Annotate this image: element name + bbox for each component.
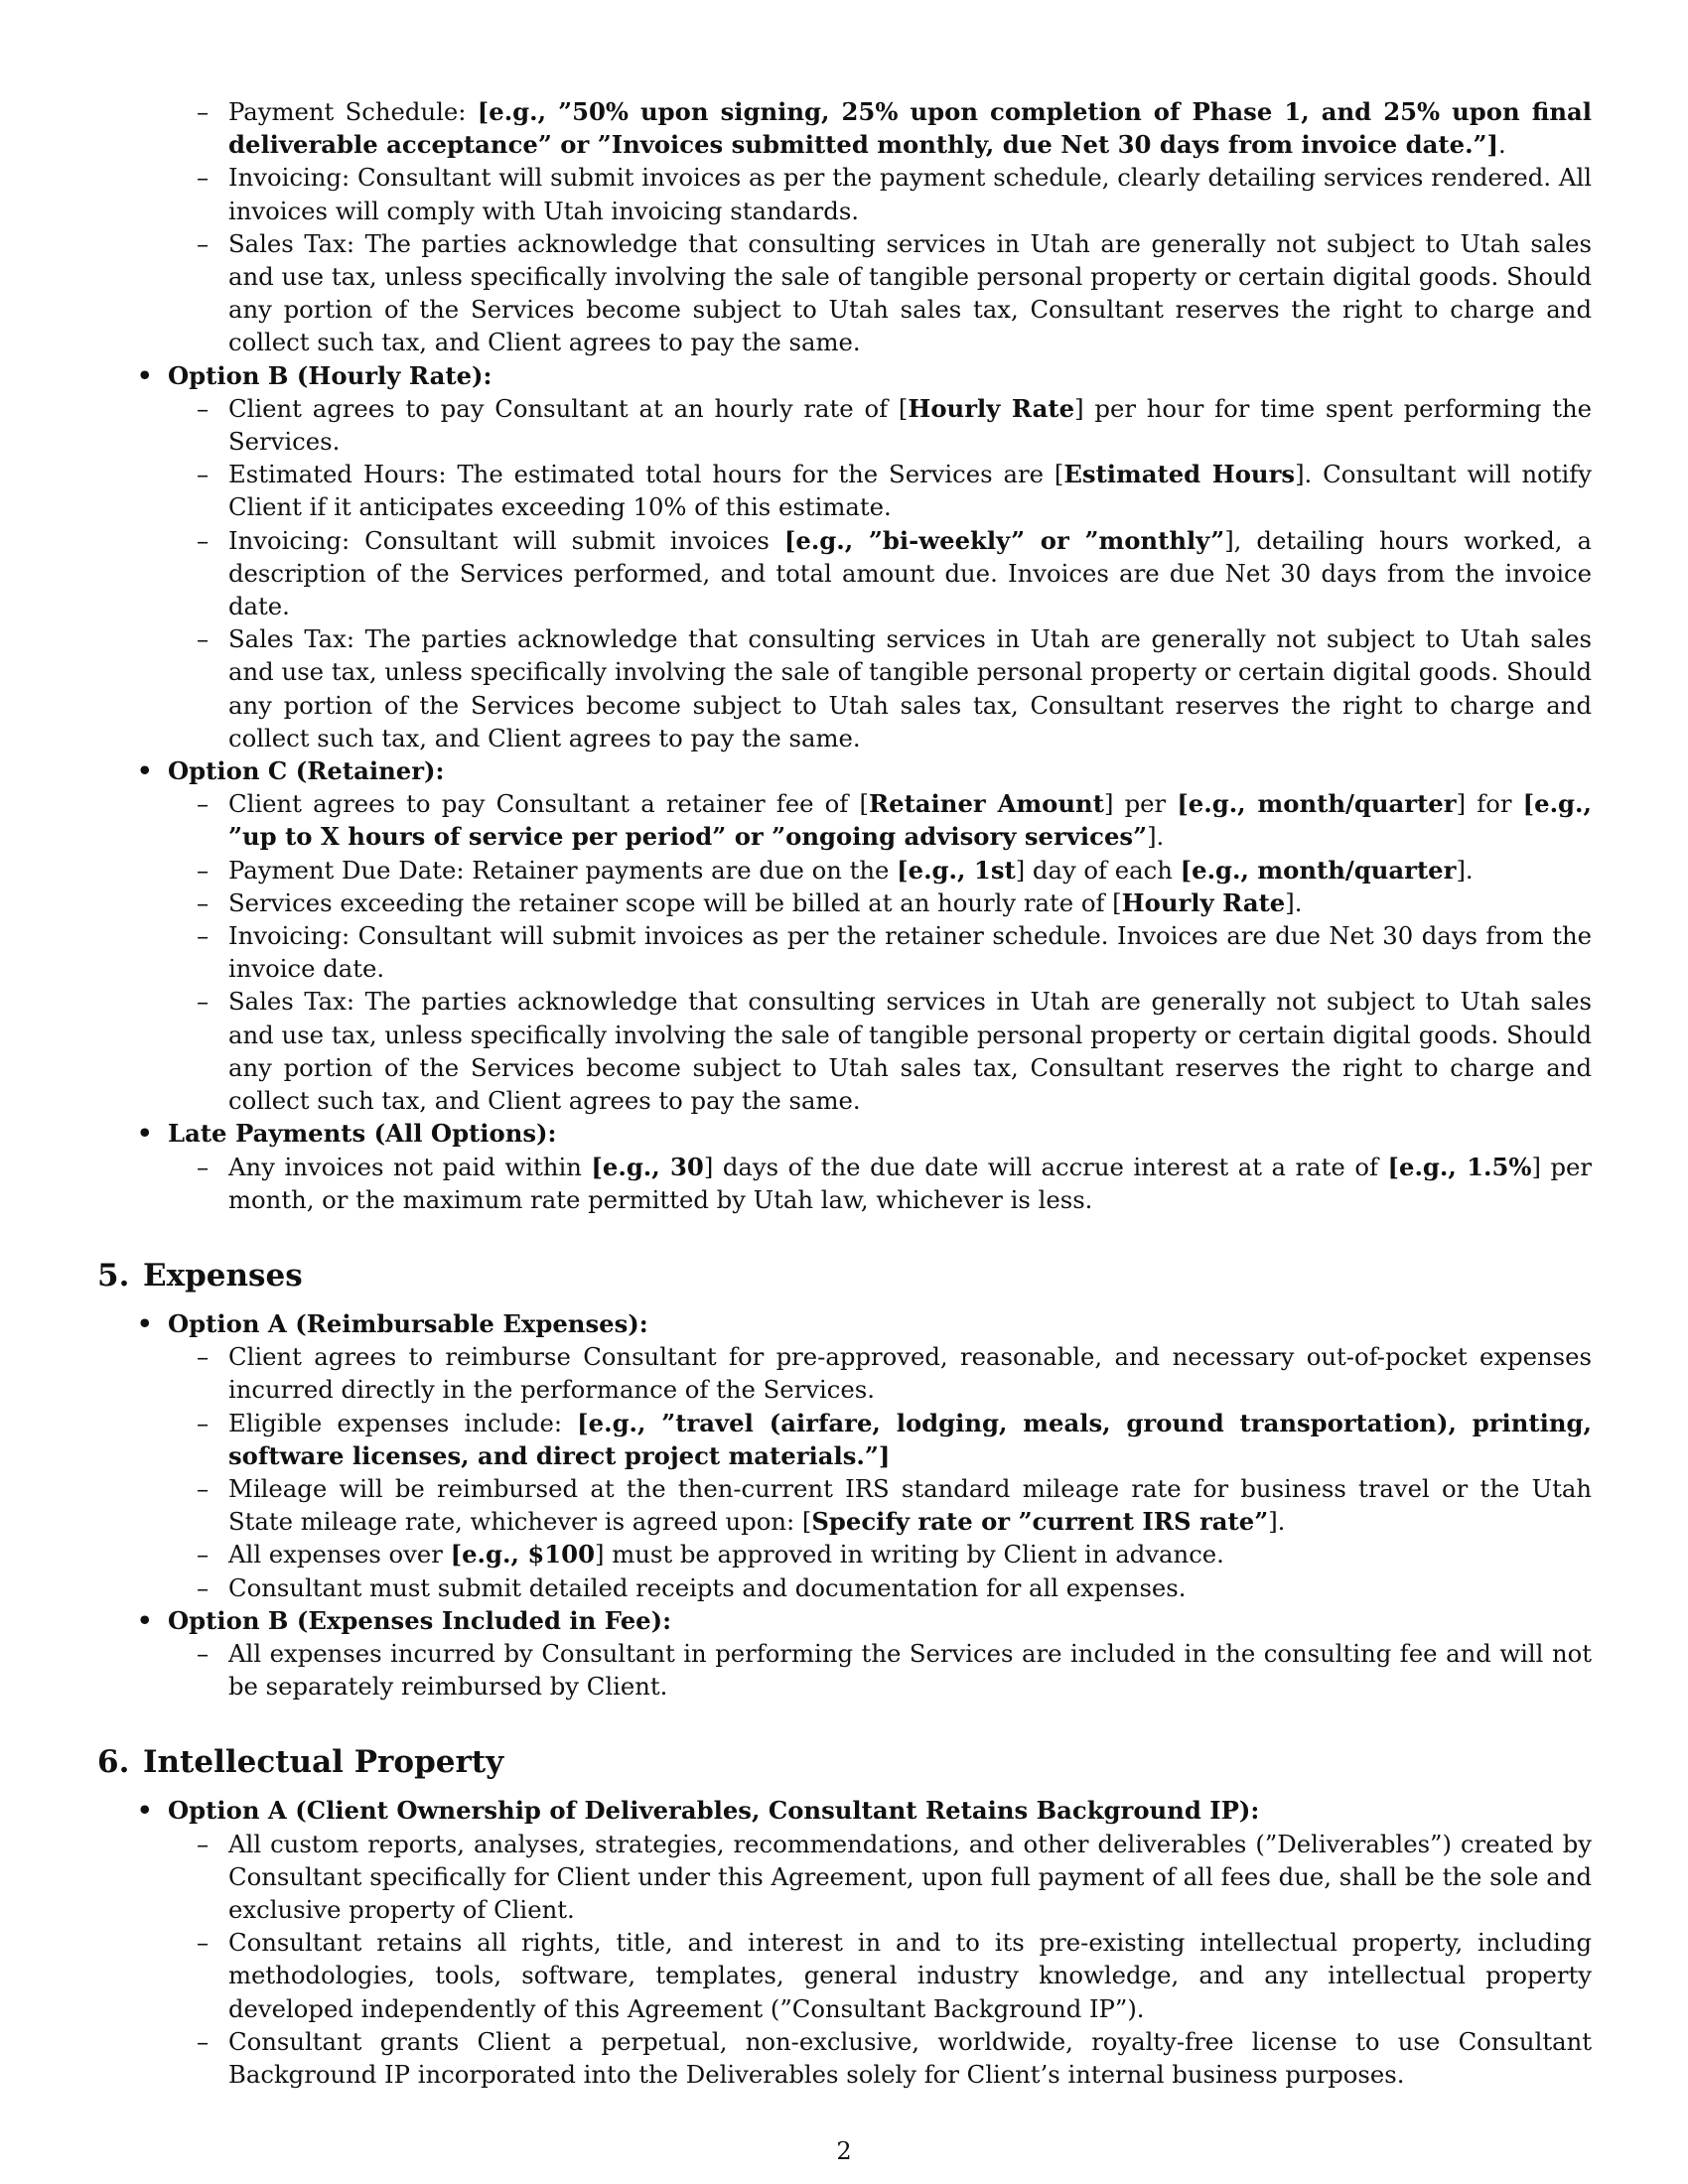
placeholder-text: [e.g., 1.5%	[1387, 1152, 1532, 1181]
clause-text: All expenses over	[228, 1540, 451, 1570]
clause-text: Invoicing: Consultant will submit invoices	[228, 525, 784, 555]
clause-text: Consultant grants Client a perpetual, non-exclusive, worldwide, royalty-free license to use Consultant Background IP incorporated into the Deliverables solely for Client’s internal business purposes.	[228, 2026, 1592, 2089]
sub-list-item	[97, 1637, 1592, 1703]
dash-marker: –	[197, 887, 210, 917]
clause-text: .	[1498, 130, 1506, 160]
placeholder-text: [e.g., ”50% upon signing, 25% upon completion of Phase 1, and 25% upon final deliverable acceptance” or ”Invoices submitted monthly, due Net 30 days from invoice date.”]	[228, 97, 1593, 160]
dash-marker: –	[197, 1572, 210, 1602]
bullet-marker: •	[137, 1605, 153, 1635]
clause-text: Consultant retains all rights, title, and interest in and to its pre-existing intellectual property, including methodologies, tools, software, templates, general industry knowledge, and any intellectual property developed independently of this Agreement (”Consultant Background IP”).	[228, 1928, 1592, 2023]
page-number: 2	[836, 2137, 852, 2165]
placeholder-text: Hourly Rate	[908, 393, 1075, 423]
section-heading	[97, 1742, 1592, 1782]
dash-marker: –	[197, 393, 210, 423]
dash-marker: –	[197, 1638, 210, 1668]
placeholder-text: [e.g., ”travel (airfare, lodging, meals, ground transportation), printing, software licenses, and direct project materials.”]	[228, 1408, 1592, 1470]
option-title: Option C (Retainer):	[168, 756, 445, 786]
option-list-item	[97, 1604, 1592, 1637]
dash-marker: –	[197, 97, 210, 126]
clause-text: Invoicing: Consultant will submit invoices as per the payment schedule, clearly detailing services rendered. All invoices will comply with Utah invoicing standards.	[228, 163, 1592, 225]
sub-list-item	[97, 524, 1592, 623]
clause-text: Sales Tax: The parties acknowledge that consulting services in Utah are generally not subject to Utah sales and use tax, unless specifically involving the sale of tangible personal property or certain digital goods. Should any portion of the Services become subject to Utah sales tax, Consultant reserves the right to charge and collect such tax, and Client agrees to pay the same.	[228, 987, 1592, 1116]
clause-text: ].	[1147, 822, 1165, 852]
dash-marker: –	[197, 1829, 210, 1858]
clause-text: Estimated Hours: The estimated total hours for the Services are [	[228, 460, 1064, 489]
dash-marker: –	[197, 1540, 210, 1570]
section-title: Intellectual Property	[143, 1744, 504, 1781]
sub-list-item	[97, 1407, 1592, 1472]
placeholder-text: Retainer Amount	[868, 789, 1104, 819]
option-title: Option A (Client Ownership of Deliverables, Consultant Retains Background IP):	[168, 1796, 1260, 1826]
sub-list-item	[97, 919, 1592, 985]
dash-marker: –	[197, 2026, 210, 2056]
sub-list-item	[97, 95, 1592, 161]
clause-text: Payment Schedule:	[228, 97, 478, 126]
clause-text: Sales Tax: The parties acknowledge that consulting services in Utah are generally not subject to Utah sales and use tax, unless specifically involving the sale of tangible personal property or certain digital goods. Should any portion of the Services become subject to Utah sales tax, Consultant reserves the right to charge and collect such tax, and Client agrees to pay the same.	[228, 624, 1592, 752]
clause-text: All custom reports, analyses, strategies, recommendations, and other deliverables (”Deliverables”) created by Consultant specifically for Client under this Agreement, upon full payment of all fees due, shall be the sole and exclusive property of Client.	[228, 1829, 1592, 1924]
option-list-item	[97, 359, 1592, 392]
clause-text: ]. Consultant will notify Client if it anticipates exceeding 10% of this estimate.	[228, 460, 1592, 522]
clause-text: Invoicing: Consultant will submit invoices as per the retainer schedule. Invoices are due Net 30 days from the invoice date.	[228, 921, 1592, 984]
option-list-item	[97, 1794, 1592, 1827]
dash-marker: –	[197, 1928, 210, 1958]
clause-text: Consultant must submit detailed receipts and documentation for all expenses.	[228, 1572, 1187, 1602]
sub-list-item	[97, 854, 1592, 887]
clause-text: Client agrees to reimburse Consultant for pre-approved, reasonable, and necessary out-of-pocket expenses incurred directly in the performance of the Services.	[228, 1342, 1592, 1405]
sub-list-item	[97, 1472, 1592, 1538]
option-title: Option B (Hourly Rate):	[168, 360, 492, 390]
dash-marker: –	[197, 921, 210, 951]
placeholder-text: [e.g., $100	[450, 1540, 595, 1570]
bullet-marker: •	[137, 360, 153, 390]
sub-list-item	[97, 392, 1592, 458]
sub-list-item	[97, 887, 1592, 919]
option-list-item	[97, 1117, 1592, 1150]
dash-marker: –	[197, 1152, 210, 1181]
sub-list-item	[97, 2025, 1592, 2091]
dash-marker: –	[197, 789, 210, 819]
sub-list-item	[97, 161, 1592, 226]
clause-text: Payment Due Date: Retainer payments are due on the	[228, 855, 898, 885]
clause-text: Client agrees to pay Consultant a retainer fee of [	[228, 789, 869, 819]
clause-text: ].	[1456, 855, 1474, 885]
clause-text: ] per hour for time spent performing the Services.	[228, 393, 1593, 457]
dash-marker: –	[197, 624, 210, 654]
section-number: 5.	[97, 1257, 130, 1294]
sub-list-item	[97, 1538, 1592, 1570]
clause-text: ].	[1268, 1507, 1286, 1537]
sub-list-item	[97, 1828, 1592, 1927]
section-title: Expenses	[143, 1257, 303, 1294]
dash-marker: –	[197, 987, 210, 1017]
section-heading	[97, 1256, 1592, 1296]
section-number: 6.	[97, 1744, 130, 1781]
clause-text: ], detailing hours worked, a description of the Services performed, and total amount due. Invoices are due Net 30 days from the invoice date.	[228, 525, 1592, 621]
dash-marker: –	[197, 163, 210, 193]
placeholder-text: [e.g., month/quarter	[1177, 789, 1457, 819]
sub-list-item	[97, 1151, 1592, 1216]
option-title: Option B (Expenses Included in Fee):	[168, 1605, 672, 1635]
dash-marker: –	[197, 855, 210, 885]
dash-marker: –	[197, 1473, 210, 1503]
clause-text: All expenses incurred by Consultant in performing the Services are included in the consulting fee and will not be separately reimbursed by Client.	[228, 1638, 1592, 1702]
dash-marker: –	[197, 460, 210, 489]
document-body	[97, 95, 1592, 2091]
sub-list-item	[97, 787, 1592, 853]
placeholder-text: [e.g., month/quarter	[1180, 855, 1457, 885]
dash-marker: –	[197, 228, 210, 258]
placeholder-text: [e.g., 30	[591, 1152, 704, 1181]
dash-marker: –	[197, 1408, 210, 1437]
clause-text: ] per month, or the maximum rate permitted by Utah law, whichever is less.	[228, 1152, 1592, 1214]
clause-text: ] days of the due date will accrue interest at a rate of	[703, 1152, 1388, 1181]
placeholder-text: Estimated Hours	[1063, 460, 1296, 489]
sub-list-item	[97, 458, 1592, 523]
option-list-item	[97, 1307, 1592, 1340]
dash-marker: –	[197, 525, 210, 555]
sub-list-item	[97, 1926, 1592, 2025]
clause-text: ] day of each	[1015, 855, 1181, 885]
sub-list-item	[97, 622, 1592, 754]
dash-marker: –	[197, 1342, 210, 1372]
placeholder-text: Hourly Rate	[1121, 887, 1286, 917]
sub-list-item	[97, 1340, 1592, 1406]
clause-text: Eligible expenses include:	[228, 1408, 578, 1437]
bullet-marker: •	[137, 1796, 153, 1826]
clause-text: ] for	[1456, 789, 1523, 819]
option-list-item	[97, 754, 1592, 787]
placeholder-text: Specify rate or ”current IRS rate”	[811, 1507, 1269, 1537]
sub-list-item	[97, 985, 1592, 1117]
sub-list-item	[97, 1571, 1592, 1604]
option-title: Late Payments (All Options):	[168, 1119, 557, 1149]
clause-text: Any invoices not paid within	[228, 1152, 592, 1181]
clause-text: ].	[1285, 887, 1303, 917]
placeholder-text: [e.g., 1st	[897, 855, 1016, 885]
placeholder-text: [e.g., ”bi-weekly” or ”monthly”	[783, 525, 1225, 555]
clause-text: Mileage will be reimbursed at the then-current IRS standard mileage rate for business travel or the Utah State mileage rate, whichever is agreed upon: [	[228, 1473, 1592, 1537]
clause-text: Services exceeding the retainer scope will be billed at an hourly rate of [	[228, 887, 1122, 917]
option-title: Option A (Reimbursable Expenses):	[168, 1308, 648, 1338]
clause-text: ] per	[1103, 789, 1178, 819]
sub-list-item	[97, 227, 1592, 359]
bullet-marker: •	[137, 756, 153, 786]
placeholder-text: [e.g., ”up to X hours of service per period” or ”ongoing advisory services”	[228, 789, 1592, 852]
clause-text: Client agrees to pay Consultant at an hourly rate of [	[228, 393, 909, 423]
bullet-marker: •	[137, 1119, 153, 1149]
clause-text: ] must be approved in writing by Client in advance.	[595, 1540, 1224, 1570]
clause-text: Sales Tax: The parties acknowledge that consulting services in Utah are generally not subject to Utah sales and use tax, unless specifically involving the sale of tangible personal property or certain digital goods. Should any portion of the Services become subject to Utah sales tax, Consultant reserves the right to charge and collect such tax, and Client agrees to pay the same.	[228, 228, 1592, 357]
bullet-marker: •	[137, 1308, 153, 1338]
